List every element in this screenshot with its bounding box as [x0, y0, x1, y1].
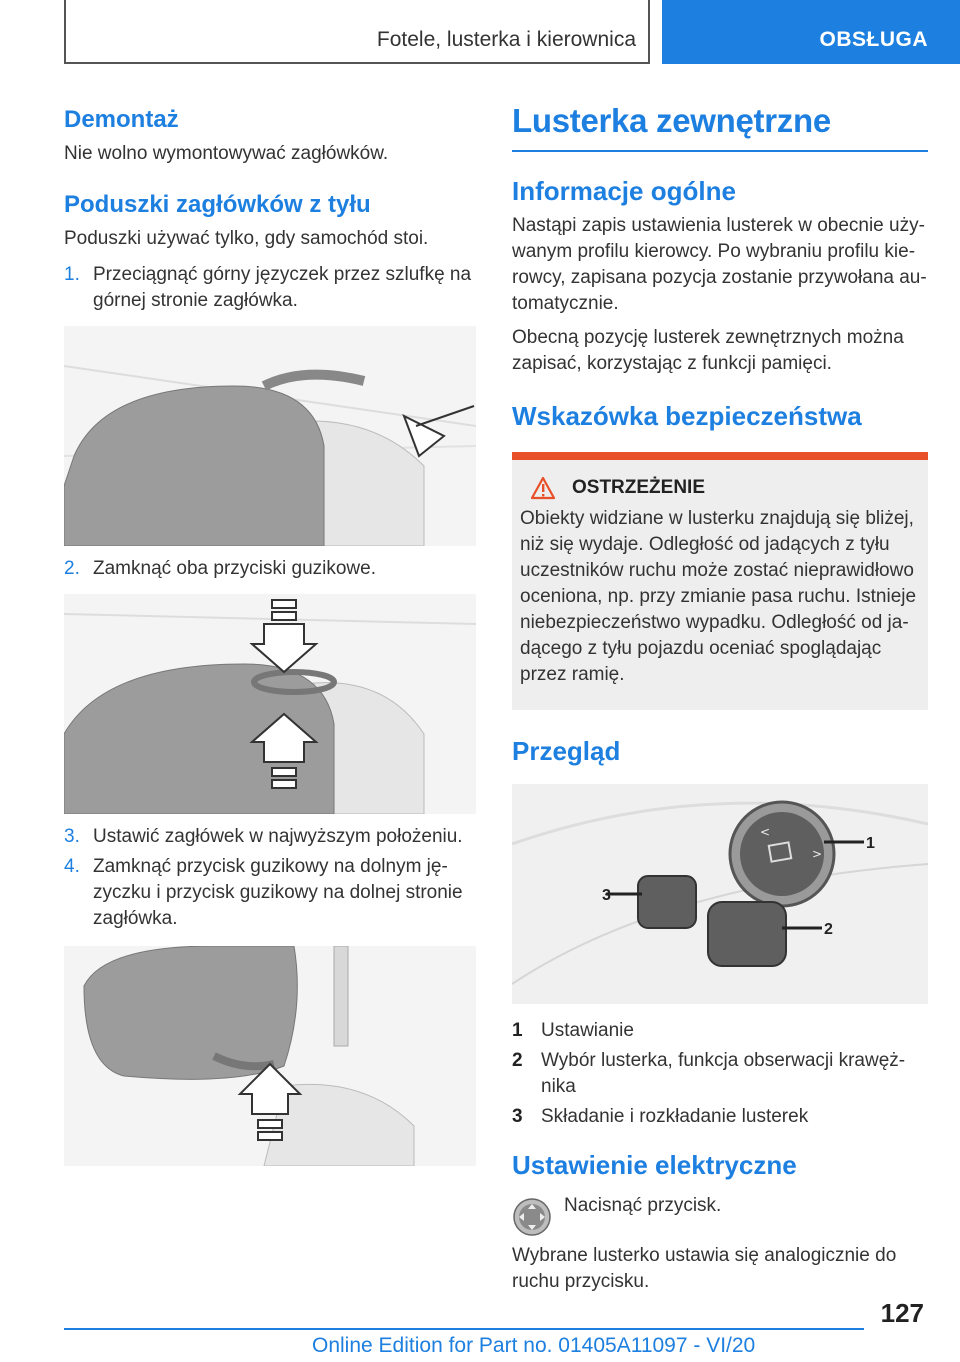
edition-footer: Online Edition for Part no. 01405A11097 - VI/20 — [312, 1334, 756, 1357]
title-rule — [512, 150, 928, 152]
svg-text:<: < — [760, 824, 771, 839]
svg-text:>: > — [812, 846, 823, 861]
chapter-title: Fotele, lusterka i kierownica — [376, 28, 636, 51]
section-label: OBSŁUGA — [819, 28, 928, 51]
overview-legend — [512, 1018, 928, 1130]
overview-heading: Przegląd — [512, 736, 621, 767]
step-number: 2. — [64, 557, 80, 579]
list-item — [64, 556, 476, 582]
header-section-tab[interactable] — [662, 0, 960, 64]
list-item — [512, 1018, 928, 1044]
warning-box — [512, 452, 928, 710]
step-text: Zamknąć oba przyciski guzikowe. — [93, 557, 376, 579]
mirror-control-figure — [512, 784, 928, 1004]
electric-heading: Ustawienie elektryczne — [512, 1149, 797, 1180]
right-column — [512, 96, 928, 1295]
mirror-joystick-icon — [512, 1197, 552, 1237]
legend-text: Składanie i rozkładanie lusterek — [541, 1105, 809, 1127]
poduszki-text: Poduszki używać tylko, gdy samochód stoi. — [64, 227, 429, 249]
list-item — [64, 262, 476, 314]
headrest-figure-1 — [64, 326, 476, 546]
header-chapter-box — [64, 0, 650, 64]
callout-1: 1 — [866, 834, 875, 852]
electric-text-1: Nacisnąć przycisk. — [564, 1194, 722, 1216]
steps-list-a — [64, 262, 476, 314]
warning-triangle-icon — [530, 476, 556, 500]
safety-heading: Wskazówka bezpieczeństwa — [512, 401, 862, 432]
callout-3: 3 — [602, 886, 611, 904]
poduszki-heading: Poduszki zagłówków z tyłu — [64, 190, 371, 218]
legend-number: 3 — [512, 1105, 523, 1127]
left-column — [64, 96, 476, 1176]
warning-header — [530, 476, 920, 500]
info-heading: Informacje ogólne — [512, 176, 736, 206]
steps-list-c — [64, 824, 476, 932]
warning-text: Obiekty widziane w lusterku znajdują się bliżej, niż się wydaje. Odległość od jadących z tyłu uczestników ruchu może zostać nieprawidłowo oceniona, np. przy zmianie pasa ruchu. Istnieje niebezpieczeństwo wypadku. Odległość od jadącego z tyłu pojazdu oceniać spoglądając przez ramię. — [520, 508, 917, 686]
demontaz-text: Nie wolno wymontowywać zagłówków. — [64, 142, 389, 164]
list-item — [512, 1048, 928, 1100]
electric-text-2: Wybrane lusterko ustawia się analogicznie do ruchu przycisku. — [512, 1244, 897, 1292]
list-item — [64, 854, 476, 932]
page-number: 127 — [880, 1298, 924, 1328]
footer-rule — [64, 1328, 864, 1330]
list-item — [512, 1104, 928, 1130]
legend-text: Ustawianie — [541, 1019, 634, 1041]
step-number: 1. — [64, 263, 80, 285]
legend-number: 1 — [512, 1019, 523, 1041]
step-number: 4. — [64, 855, 80, 877]
info-paragraph-1: Nastąpi zapis ustawienia lusterek w obecnie używanym profilu kierowcy. Po wybraniu profilu kierowcy, zapisana pozycja zostanie przywołana automatycznie. — [512, 215, 927, 315]
headrest-figure-2 — [64, 594, 476, 814]
steps-list-b — [64, 556, 476, 582]
headrest-figure-3 — [64, 946, 476, 1166]
electric-instruction — [512, 1193, 928, 1237]
list-item — [64, 824, 476, 850]
legend-number: 2 — [512, 1049, 523, 1071]
step-text: Zamknąć przycisk guzikowy na dolnym języczku i przycisk guzikowy na dolnej stronie zagłówka. — [93, 855, 463, 929]
step-number: 3. — [64, 825, 80, 847]
legend-text: Wybór lusterka, funkcja obserwacji krawężnika — [541, 1049, 906, 1097]
demontaz-heading: Demontaż — [64, 106, 179, 133]
step-text: Ustawić zagłówek w najwyższym położeniu. — [93, 825, 463, 847]
callout-2: 2 — [824, 920, 833, 938]
warning-label: OSTRZEŻENIE — [572, 477, 706, 499]
step-text: Przeciągnąć górny języczek przez szlufkę na górnej stronie zagłówka. — [93, 263, 472, 311]
main-title: Lusterka zewnętrzne — [512, 102, 831, 139]
info-paragraph-2: Obecną pozycję lusterek zewnętrznych można zapisać, korzystając z funkcji pamięci. — [512, 327, 904, 375]
